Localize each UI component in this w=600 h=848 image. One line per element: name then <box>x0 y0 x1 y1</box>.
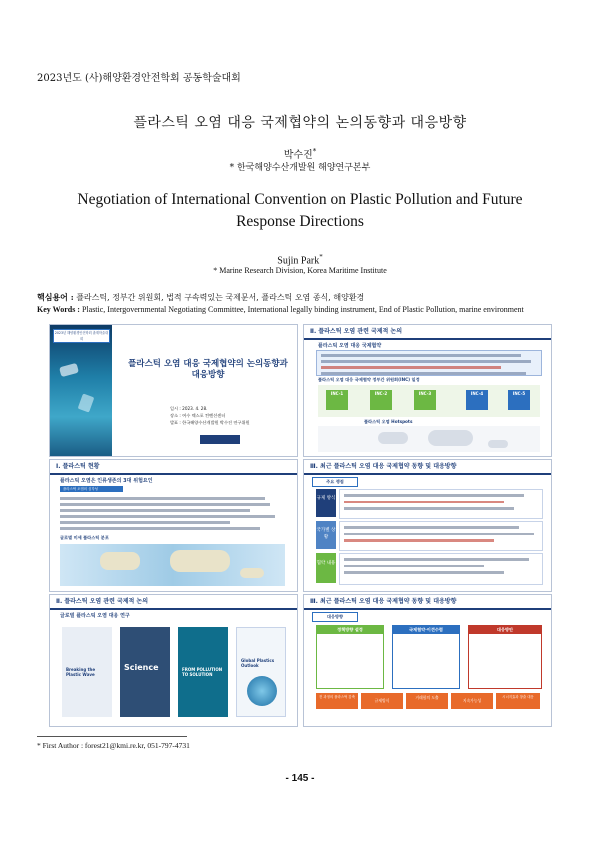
direction-column-title: 국제협약·이견수렴 <box>393 626 459 634</box>
slide-title-details <box>170 405 250 426</box>
text-line <box>344 558 529 561</box>
report-cover-title: Science <box>124 663 159 672</box>
slide-subheading: 플라스틱 오염 대응 국제협약 정부간 위원회(INC) 일정 <box>318 377 420 382</box>
direction-column <box>392 625 460 689</box>
author-mark-en: * <box>319 253 323 261</box>
slide-response-direction <box>303 594 552 727</box>
chain-step: 지속가능성 <box>451 693 493 709</box>
text-line-highlight <box>321 366 501 369</box>
text-line-highlight <box>344 539 494 542</box>
microplastic-map <box>60 544 285 586</box>
footnote-divider <box>37 736 187 737</box>
report-cover <box>178 627 228 717</box>
hotspots-map <box>318 426 540 452</box>
direction-tag: 대응방향 <box>312 612 358 622</box>
text-line <box>344 526 519 529</box>
report-cover <box>120 627 170 717</box>
author-mark: * <box>312 147 317 156</box>
slide-subheading: 플라스틱 오염 대응 국제협약 <box>318 343 382 349</box>
slide-subheading: 글로벌 미세 플라스틱 분포 <box>60 535 109 540</box>
presentation-date: 일시 : 2023. 4. 28. <box>170 406 208 411</box>
continent-shape <box>488 440 508 448</box>
globe-graphic <box>247 676 277 706</box>
inc-stage: INC-2 <box>370 390 392 410</box>
text-line <box>60 509 250 512</box>
english-affiliation: * Marine Research Division, Korea Maritime Institute <box>213 266 387 275</box>
english-author-name: Sujin Park <box>277 255 320 267</box>
chain-step: 규제방식 <box>361 693 403 709</box>
text-line <box>344 565 484 568</box>
presentation-place: 장소 : 여수 엑스포 컨벤션센터 <box>170 413 226 418</box>
inc-stage: INC-1 <box>326 390 348 410</box>
severity-bullets <box>60 494 285 532</box>
inc-timeline <box>318 385 540 417</box>
keywords-korean-text: 플라스틱, 정부간 위원회, 법적 구속력있는 국제문서, 플라스틱 오염 종식, 해양환경 <box>76 293 365 302</box>
korean-affiliation: * 한국해양수산개발원 해양연구본부 <box>229 163 371 173</box>
text-line-highlight <box>344 501 504 504</box>
inc-stage: INC-5 <box>508 390 530 410</box>
slide-title-text: 플라스틱 오염 대응 국제협약의 논의동향과 대응방향 <box>128 359 288 380</box>
slide-subheading: 플라스틱 오염은 인류생존의 3대 위험요인 <box>60 478 153 484</box>
chain-step: 전 과정의 플라스틱 감축 <box>316 693 358 709</box>
text-line <box>344 494 524 497</box>
conference-tag: 2023년 해양환경안전학회 춘계학술대회 <box>54 331 109 341</box>
direction-column <box>468 625 542 689</box>
issue-label: 협약 내용 <box>316 553 336 583</box>
conference-header: 2023년도 (사)해양환경안전학회 공동학술대회 <box>37 73 241 84</box>
resolution-textbox <box>316 350 542 376</box>
inc-stage: INC-3 <box>414 390 436 410</box>
text-line <box>321 360 531 363</box>
keywords-korean <box>37 292 577 303</box>
issues-tag: 주요 쟁점 <box>312 477 358 487</box>
english-title-line2: Response Directions <box>236 213 364 230</box>
report-cover <box>62 627 112 717</box>
continent-shape <box>240 568 264 578</box>
text-line <box>60 515 275 518</box>
report-cover-title: Global Plastics Outlook <box>241 658 275 668</box>
keywords-english-text: Plastic, Intergovernmental Negotiating Committee, International legally binding instrument, End of Plastic Pollution, marine environment <box>81 305 524 314</box>
presentation-presenter: 발표 : 한국해양수산개발원 박수진 연구위원 <box>170 420 250 425</box>
floating-bottle-shape <box>78 393 95 412</box>
ocean-image <box>50 325 112 456</box>
issue-content <box>339 489 543 519</box>
slide-header: Ⅰ. 플라스틱 현황 <box>50 460 297 475</box>
english-title <box>40 189 560 233</box>
floating-plastic-shape <box>59 363 79 377</box>
direction-column-title: 정책방향 설정 <box>317 626 383 634</box>
text-line <box>321 354 521 357</box>
report-cover-title: Breaking the Plastic Wave <box>66 667 96 677</box>
issue-label: 국가별 상황 <box>316 521 336 549</box>
direction-chain <box>316 693 540 709</box>
text-line <box>60 497 265 500</box>
continent-shape <box>428 430 473 446</box>
continent-shape <box>170 550 230 572</box>
slide-plastic-status <box>49 459 298 592</box>
slide-global-research <box>49 594 298 727</box>
korean-author <box>0 146 600 161</box>
continent-shape <box>100 552 140 570</box>
slide-subheading: 플라스틱 오염 Hotspots <box>364 419 413 424</box>
footnote: * First Author : forest21@kmi.re.kr, 051-797-4731 <box>37 741 190 750</box>
section-tag: 플라스틱 오염의 심각성 <box>60 486 123 492</box>
korean-title: 플라스틱 오염 대응 국제협약의 논의동향과 대응방향 <box>133 115 467 131</box>
text-line <box>60 521 230 524</box>
slide-header: Ⅱ. 플라스틱 오염 관련 국제적 논의 <box>50 595 297 610</box>
text-line <box>60 527 260 530</box>
inc-stage: INC-4 <box>466 390 488 410</box>
korean-author-name: 박수진 <box>283 150 313 161</box>
slide-header: Ⅲ. 최근 플라스틱 오염 대응 국제협약 동향 및 대응방향 <box>304 460 551 475</box>
keywords-korean-label: 핵심용어 : <box>37 292 74 302</box>
slide-international-discussion <box>303 324 552 457</box>
issue-content <box>339 553 543 585</box>
keywords-english <box>37 305 577 314</box>
report-cover-title: FROM POLLUTION TO SOLUTION <box>182 667 223 677</box>
slide-title <box>49 324 298 457</box>
keywords-english-label: Key Words : <box>37 305 80 314</box>
report-cover <box>236 627 286 717</box>
text-line <box>60 503 270 506</box>
chain-step: 시너지효과 창출 대응 <box>496 693 540 709</box>
text-line <box>344 507 514 510</box>
text-line <box>321 372 526 375</box>
english-title-line1: Negotiation of International Convention on Plastic Pollution and Future <box>77 191 523 208</box>
text-line <box>344 571 504 574</box>
text-line <box>344 533 534 536</box>
page-number: - 145 - <box>285 773 315 784</box>
direction-column-title: 대응방안 <box>469 626 541 634</box>
chain-step: 거래합의 도출 <box>406 693 448 709</box>
english-author <box>0 253 600 266</box>
direction-column <box>316 625 384 689</box>
slide-header: Ⅱ. 플라스틱 오염 관련 국제적 논의 <box>304 325 551 340</box>
institute-logo <box>200 435 240 444</box>
issue-label: 규제 방식 <box>316 489 336 517</box>
slide-header: Ⅲ. 최근 플라스틱 오염 대응 국제협약 동향 및 대응방향 <box>304 595 551 610</box>
issue-content <box>339 521 543 551</box>
slide-key-issues <box>303 459 552 592</box>
slide-subheading: 글로벌 플라스틱 오염 대응 연구 <box>60 613 130 619</box>
continent-shape <box>378 432 408 444</box>
